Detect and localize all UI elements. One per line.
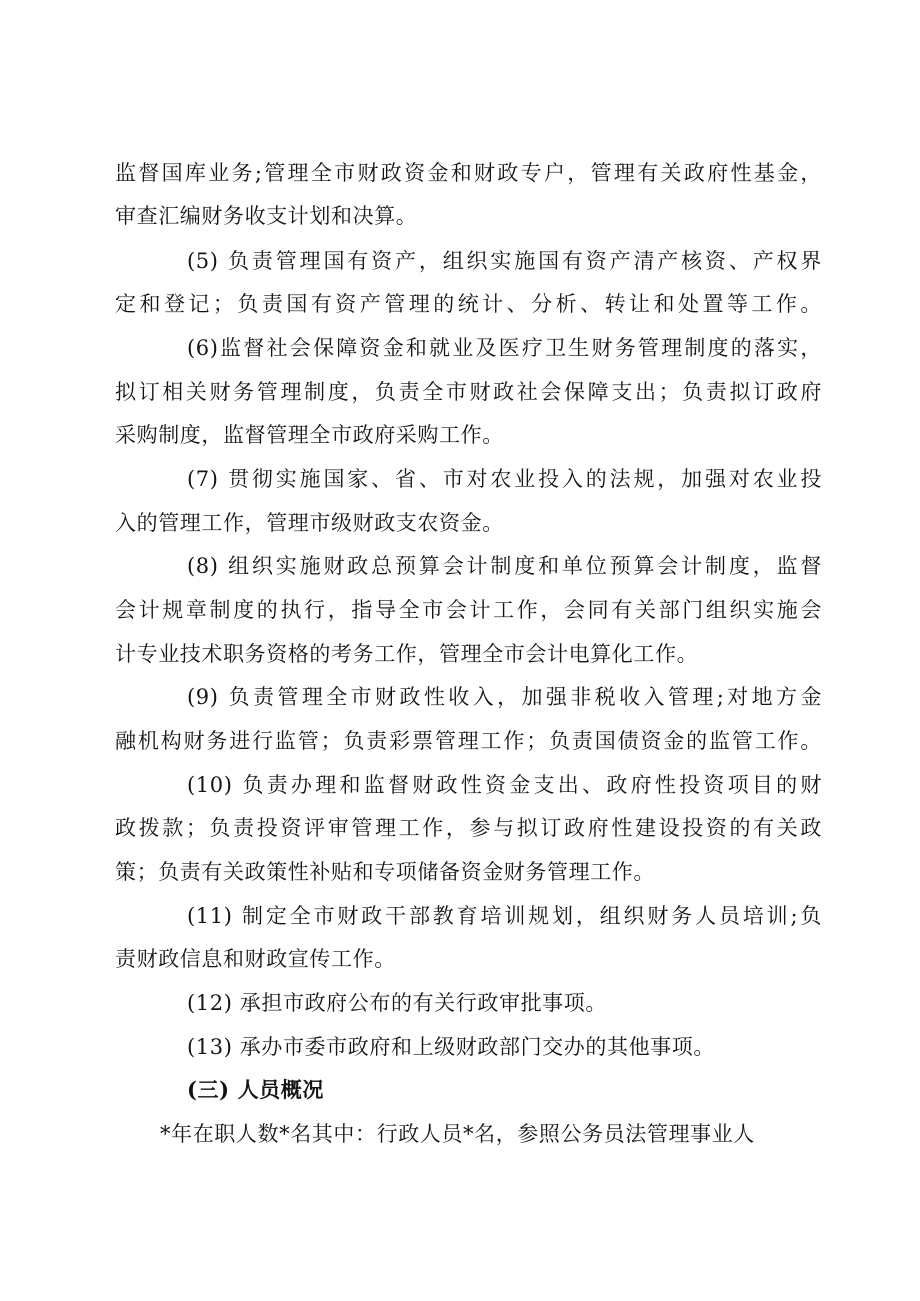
paragraph-line: 拟订相关财务管理制度，负责全市财政社会保障支出；负责拟订政府 [115, 380, 822, 404]
paragraph-line: (8) 组织实施财政总预算会计制度和单位预算会计制度，监督 [187, 554, 822, 578]
paragraph-line: (9) 负责管理全市财政性收入，加强非税收入管理;对地方金 [187, 685, 822, 709]
paragraph-line: 定和登记；负责国有资产管理的统计、分析、转让和处置等工作。 [115, 292, 822, 316]
paragraph-line: 策；负责有关政策性补贴和专项储备资金财务管理工作。 [115, 860, 655, 884]
paragraph-line: (11) 制定全市财政干部教育培训规划，组织财务人员培训;负 [187, 904, 822, 928]
paragraph-line: 采购制度，监督管理全市政府采购工作。 [115, 423, 504, 447]
paragraph-line: (12) 承担市政府公布的有关行政审批事项。 [187, 991, 607, 1015]
paragraph-line: 会计规章制度的执行，指导全市会计工作，会同有关部门组织实施会 [115, 598, 822, 622]
paragraph-line: (5) 负责管理国有资产，组织实施国有资产清产核资、产权界 [187, 249, 822, 273]
paragraph-line: 责财政信息和财政宣传工作。 [115, 947, 396, 971]
section-heading: (三) 人员概况 [187, 1077, 324, 1102]
paragraph-line: 入的管理工作，管理市级财政支农资金。 [115, 511, 504, 535]
paragraph-line: (10) 负责办理和监督财政性资金支出、政府性投资项目的财 [187, 773, 822, 797]
paragraph-line: (6)监督社会保障资金和就业及医疗卫生财务管理制度的落实， [187, 336, 822, 360]
paragraph-line: 计专业技术职务资格的考务工作，管理全市会计电算化工作。 [115, 642, 699, 666]
paragraph-line: (7) 贯彻实施国家、省、市对农业投入的法规，加强对农业投 [187, 467, 822, 491]
paragraph-line: 审查汇编财务收支计划和决算。 [115, 204, 418, 228]
paragraph-line: 监督国库业务;管理全市财政资金和财政专户，管理有关政府性基金， [115, 161, 822, 185]
paragraph-line: (13) 承办市委市政府和上级财政部门交办的其他事项。 [187, 1035, 715, 1059]
paragraph-line: 政拨款；负责投资评审管理工作，参与拟订政府性建设投资的有关政 [115, 816, 822, 840]
paragraph-line: 融机构财务进行监管；负责彩票管理工作；负责国债资金的监管工作。 [115, 729, 822, 753]
paragraph-line: *年在职人数*名其中：行政人员*名，参照公务员法管理事业人 [160, 1122, 755, 1146]
